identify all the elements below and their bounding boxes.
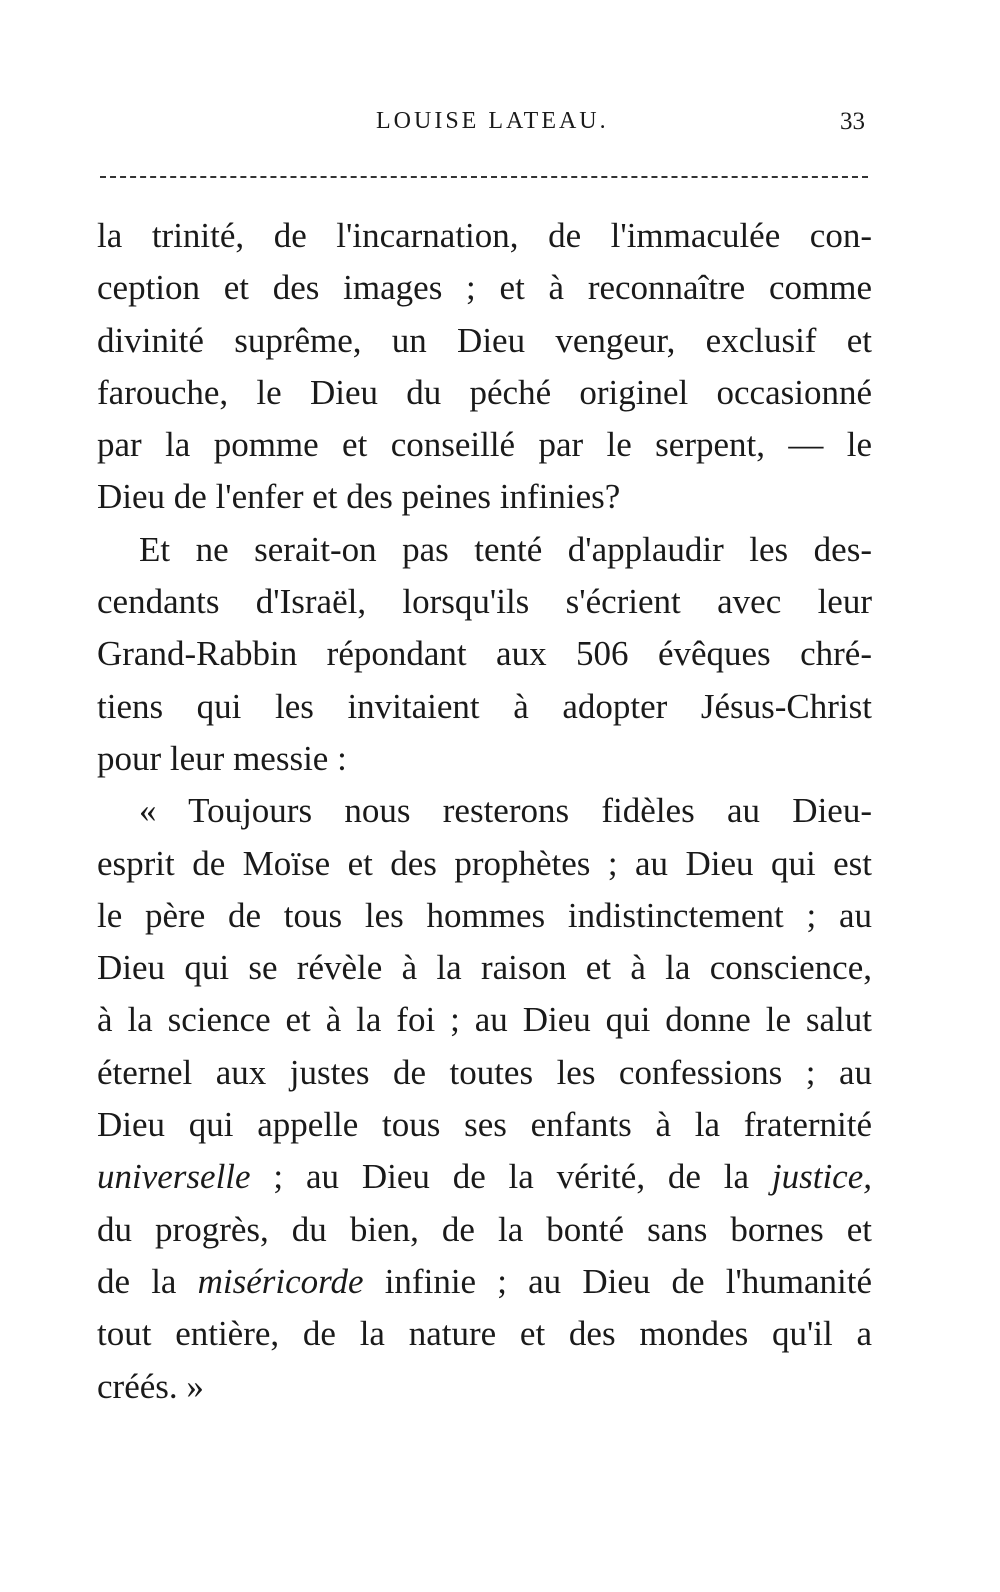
text-line: « Toujours nous resterons fidèles au Dieu- xyxy=(139,791,872,831)
text-line: le père de tous les hommes indistinctement ; au xyxy=(97,895,872,935)
text-line: Dieu de l'enfer et des peines infinies? xyxy=(97,477,621,517)
text-line: Dieu qui appelle tous ses enfants à la fraternité xyxy=(97,1105,872,1145)
text-line xyxy=(97,1151,872,1203)
text-line: cendants d'Israël, lorsqu'ils s'écrient avec leur xyxy=(97,582,872,622)
paragraph-1 xyxy=(97,210,872,524)
text-line: farouche, le Dieu du péché originel occasionné xyxy=(97,372,872,412)
text-line: Grand-Rabbin répondant aux 506 évêques chré- xyxy=(97,634,872,674)
running-head xyxy=(0,108,1000,148)
text-line: créés. » xyxy=(97,1366,204,1406)
text-line: Et ne serait-on pas tenté d'applaudir les des- xyxy=(139,529,872,569)
text-line: à la science et à la foi ; au Dieu qui donne le salut xyxy=(97,1000,872,1040)
text-line xyxy=(97,1256,872,1308)
text-line: pour leur messie : xyxy=(97,738,347,778)
text-line: la trinité, de l'incarnation, de l'immaculée con- xyxy=(97,216,872,255)
text-line: du progrès, du bien, de la bonté sans bornes et xyxy=(97,1209,872,1249)
text-line: tout entière, de la nature et des mondes qu'il a xyxy=(97,1314,872,1354)
italic-text: miséricorde xyxy=(197,1261,364,1301)
text-line: ception et des images ; et à reconnaître comme xyxy=(97,268,872,308)
text-line: éternel aux justes de toutes les confessions ; au xyxy=(97,1052,872,1092)
text-line: par la pomme et conseillé par le serpent, — le xyxy=(97,425,872,465)
page-body xyxy=(97,210,872,1413)
italic-text: universelle xyxy=(97,1157,251,1197)
text-run: de la xyxy=(97,1261,198,1301)
text-line: tiens qui les invitaient à adopter Jésus-Christ xyxy=(97,686,872,726)
paragraph-2 xyxy=(97,524,872,785)
running-title: LOUISE LATEAU. xyxy=(376,108,609,134)
header-rule xyxy=(100,176,868,178)
text-run: infinie ; au Dieu de l'humanité xyxy=(363,1261,872,1301)
text-line: esprit de Moïse et des prophètes ; au Dieu qui est xyxy=(97,843,872,883)
page-number: 33 xyxy=(840,108,865,135)
text-line: Dieu qui se révèle à la raison et à la conscience, xyxy=(97,948,872,988)
italic-text: justice, xyxy=(771,1157,872,1197)
text-run: ; au Dieu de la vérité, de la xyxy=(250,1157,772,1197)
text-line: divinité suprême, un Dieu vengeur, exclusif et xyxy=(97,320,872,360)
quotation-paragraph xyxy=(97,785,872,1413)
